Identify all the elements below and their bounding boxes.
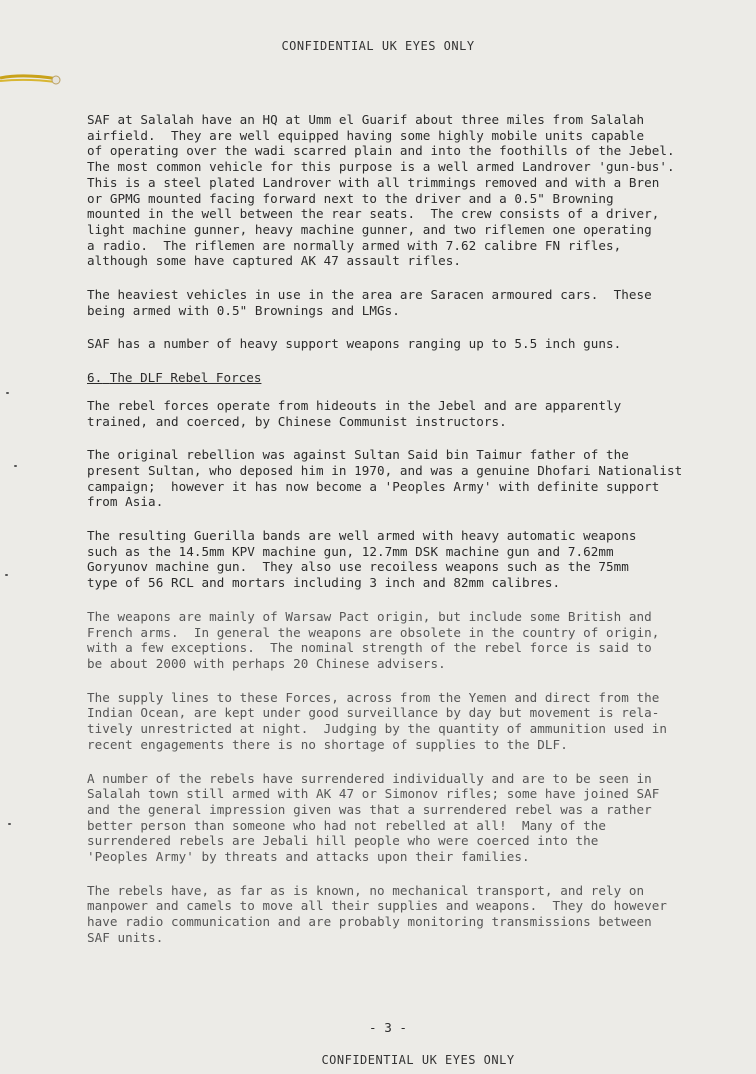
paragraph-support-weapons: SAF has a number of heavy support weapons ranging up to 5.5 inch guns. <box>87 336 622 352</box>
page-number: - 3 - <box>369 1020 407 1035</box>
paragraph-surrendered-rebels: A number of the rebels have surrendered individually and are to be seen in Salalah town still armed with AK 47 or Simonov rifles; some have joined SAF and the general impression given was that a surrendered rebel was a rather better person than someone who had not rebelled at all! Many of the surrendered rebels are Jebali hill people who were coerced into the 'Peoples Army' by threats and attacks upon their families. <box>87 770 660 865</box>
section-heading <box>87 370 707 386</box>
classification-footer: CONFIDENTIAL UK EYES ONLY <box>321 1053 515 1067</box>
document-body <box>87 112 707 964</box>
classification-header: CONFIDENTIAL UK EYES ONLY <box>281 39 475 53</box>
paragraph-supply-lines: The supply lines to these Forces, across from the Yemen and direct from the Indian Ocean, are kept under good surveillance by day but movement is rela- tively unrestricted at night. Judging by the quantity of ammunition used in recent engagements there is no shortage of supplies to the DLF. <box>87 689 668 752</box>
paragraph-guerilla-weapons: The resulting Guerilla bands are well armed with heavy automatic weapons such as the 14.5mm KPV machine gun, 12.7mm DSK machine gun and 7.62mm Goryunov machine gun. They also use recoiless weapons such as the 75mm type of 56 RCL and mortars including 3 inch and 82mm calibres. <box>87 528 637 591</box>
treasury-tag-string <box>0 70 64 88</box>
paragraph-weapon-origin: The weapons are mainly of Warsaw Pact origin, but include some British and French arms. In general the weapons are obsolete in the country of origin, with a few exceptions. The nominal strength of the rebel force is said to be about 2000 with perhaps 20 Chinese advisers. <box>87 608 660 671</box>
paragraph-transport: The rebels have, as far as is known, no mechanical transport, and rely on manpower and camels to move all their supplies and weapons. They do however have radio communication and are probably monitoring transmissions between SAF units. <box>87 882 668 945</box>
paragraph-heaviest-vehicles: The heaviest vehicles in use in the area are Saracen armoured cars. These being armed with 0.5" Brownings and LMGs. <box>87 287 652 318</box>
section-number: 6. <box>87 370 103 386</box>
paragraph-original-rebellion: The original rebellion was against Sultan Said bin Taimur father of the present Sultan, who deposed him in 1970, and was a genuine Dhofari Nationalist campaign; however it has now become a 'Peoples Army' with definite support from Asia. <box>87 447 683 510</box>
section-title: The DLF Rebel Forces <box>109 370 262 386</box>
paragraph-rebel-hideouts: The rebel forces operate from hideouts in the Jebel and are apparently trained, and coerced, by Chinese Communist instructors. <box>87 397 622 429</box>
paragraph-saf-salalah: SAF at Salalah have an HQ at Umm el Guarif about three miles from Salalah airfield. They are well equipped having some highly mobile units capable of operating over the wadi scarred plain and into the foothills of the Jebel. The most common vehicle for this purpose is a well armed Landrover 'gun-bus'. This is a steel plated Landrover with all trimmings removed and with a Bren or GPMG mounted facing forward next to the driver and a 0.5" Browning mounted in the well between the rear seats. The crew consists of a driver, light machine gunner, heavy machine gunner, and two riflemen one operating a radio. The riflemen are normally armed with 7.62 calibre FN rifles, although some have captured AK 47 assault rifles. <box>87 112 675 269</box>
